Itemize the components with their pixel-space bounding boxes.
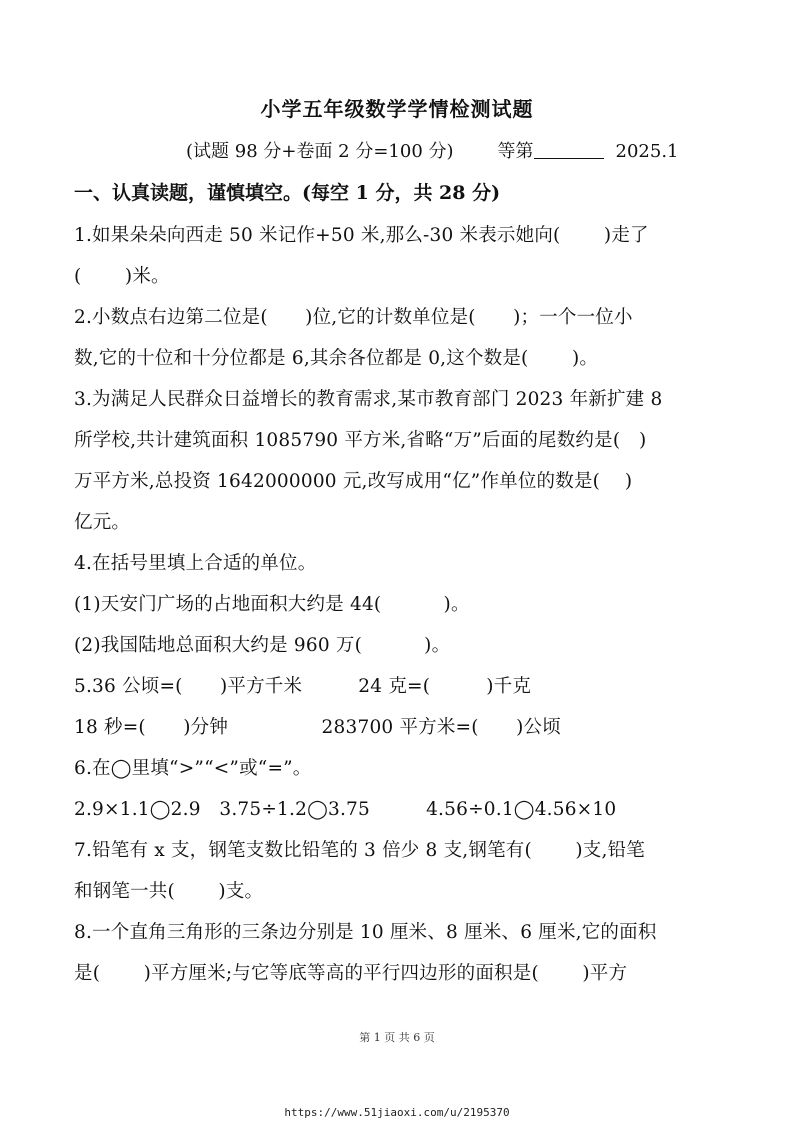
- question-line: 1.如果朵朵向西走 50 米记作+50 米,那么-30 米表示她向( )走了: [74, 225, 649, 246]
- question-line: 5.36 公顷=( )平方千米 24 克=( )千克: [74, 676, 532, 697]
- score-info: (试题 98 分+卷面 2 分=100 分): [186, 141, 454, 162]
- question-line: 和钢笔一共( )支。: [74, 881, 264, 902]
- question-line: 数,它的十位和十分位都是 6,其余各位都是 0,这个数是( )。: [74, 348, 599, 369]
- exam-date: 2025.1: [615, 141, 679, 162]
- question-line: 6.在◯里填“>”“<”或“=”。: [74, 758, 312, 779]
- question-line: 18 秒=( )分钟 283700 平方米=( )公顷: [74, 717, 561, 738]
- question-line: 万平方米,总投资 1642000000 元,改写成用“亿”作单位的数是( ): [74, 471, 633, 492]
- page-title: 小学五年级数学学情检测试题: [260, 97, 534, 121]
- grade-label: 等第: [497, 141, 534, 162]
- question-line: 3.为满足人民群众日益增长的教育需求,某市教育部门 2023 年新扩建 8: [74, 389, 663, 410]
- question-line: 7.铅笔有 x 支，钢笔支数比铅笔的 3 倍少 8 支,钢笔有( )支,铅笔: [74, 840, 645, 861]
- question-line: 亿元。: [74, 512, 131, 533]
- page-number: 第 1 页 共 6 页: [359, 1031, 435, 1044]
- question-line: 所学校,共计建筑面积 1085790 平方米,省略“万”后面的尾数约是( ): [74, 430, 647, 451]
- question-line: (2)我国陆地总面积大约是 960 万( )。: [74, 635, 451, 656]
- question-line: ( )米。: [74, 266, 170, 287]
- question-line: 是( )平方厘米;与它等底等高的平行四边形的面积是( )平方: [74, 963, 628, 984]
- question-line: (1)天安门广场的占地面积大约是 44( )。: [74, 594, 470, 615]
- question-line: 2.9×1.1◯2.9 3.75÷1.2◯3.75 4.56÷0.1◯4.56×10: [74, 799, 617, 820]
- question-line: 2.小数点右边第二位是( )位,它的计数单位是( )；一个一位小: [74, 307, 633, 328]
- question-line: 8.一个直角三角形的三条边分别是 10 厘米、8 厘米、6 厘米,它的面积: [74, 922, 657, 943]
- grade-blank: [534, 140, 604, 159]
- question-line: 4.在括号里填上合适的单位。: [74, 553, 317, 574]
- exam-subtitle: [186, 137, 679, 163]
- source-url[interactable]: https://www.51jiaoxi.com/u/2195370: [284, 1106, 510, 1119]
- section-heading: 一、认真读题，谨慎填空。(每空 1 分，共 28 分): [74, 182, 501, 204]
